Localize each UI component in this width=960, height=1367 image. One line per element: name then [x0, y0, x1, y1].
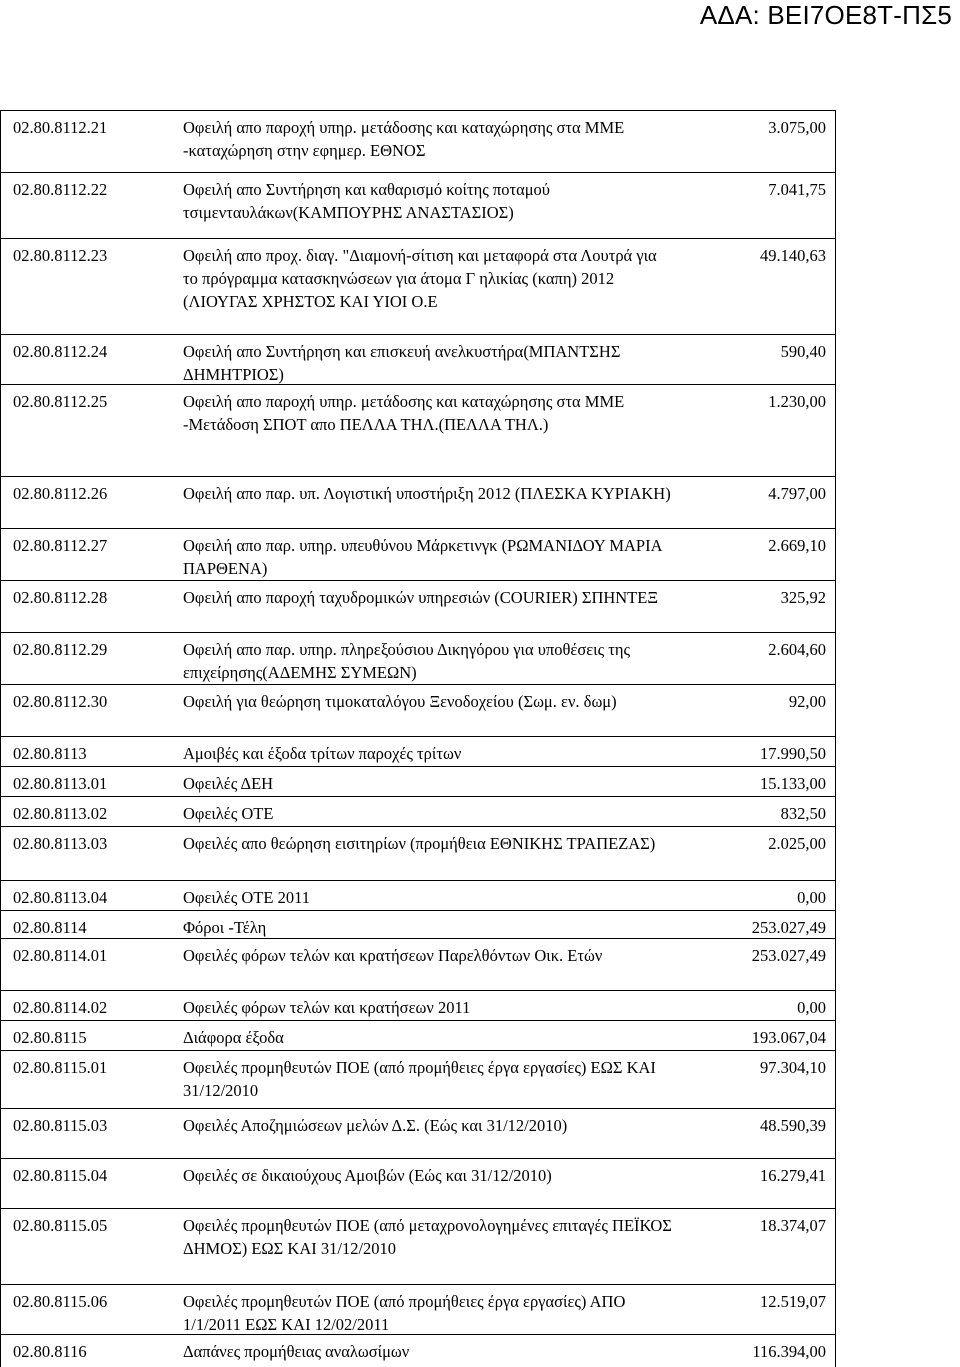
table-row — [1, 991, 835, 1021]
account-code: 02.80.8112.29 — [13, 640, 108, 659]
account-amount: 0,00 — [797, 888, 826, 907]
table-row — [1, 1021, 835, 1051]
account-amount: 2.025,00 — [768, 834, 826, 853]
account-amount: 18.374,07 — [760, 1216, 826, 1235]
account-amount: 15.133,00 — [760, 774, 826, 793]
table-row — [1, 1285, 835, 1335]
table-row — [1, 827, 835, 881]
account-description: Οφειλές απο θεώρηση εισιτηρίων (προμήθεια ΕΘΝΙΚΗΣ ΤΡΑΠΕΖΑΣ) — [183, 834, 656, 853]
account-code: 02.80.8114 — [13, 918, 87, 937]
account-code: 02.80.8112.30 — [13, 692, 108, 711]
account-code: 02.80.8112.28 — [13, 588, 108, 607]
account-description: Οφειλή απο προχ. διαγ. "Διαμονή-σίτιση και μεταφορά στα Λουτρά για το πρόγραμμα κατασκηνώσεων για άτομα Γ ηλικίας (καπη) 2012 (ΛΙΟΥΓΑΣ ΧΡΗΣΤΟΣ ΚΑΙ ΥΙΟΙ Ο.Ε — [183, 246, 657, 311]
account-amount: 7.041,75 — [768, 180, 826, 199]
account-code: 02.80.8115.06 — [13, 1292, 108, 1311]
account-code: 02.80.8112.25 — [13, 392, 108, 411]
ledger-table — [0, 110, 836, 1367]
account-code: 02.80.8116 — [13, 1342, 87, 1361]
table-row — [1, 1335, 835, 1367]
account-description: Φόροι -Τέλη — [183, 918, 267, 937]
account-description: Οφειλή απο παρ. υπ. Λογιστική υποστήριξη 2012 (ΠΛΕΣΚΑ ΚΥΡΙΑΚΗ) — [183, 484, 671, 503]
account-code: 02.80.8112.26 — [13, 484, 108, 503]
account-code: 02.80.8112.27 — [13, 536, 108, 555]
account-code: 02.80.8113.04 — [13, 888, 108, 907]
account-description: Οφειλές ΟΤΕ — [183, 804, 274, 823]
account-amount: 253.027,49 — [751, 946, 826, 965]
table-row — [1, 335, 835, 385]
table-row — [1, 911, 835, 939]
table-row — [1, 939, 835, 991]
account-description: Οφειλή απο Συντήρηση και επισκευή ανελκυστήρα(ΜΠΑΝΤΣΗΣ ΔΗΜΗΤΡΙΟΣ) — [183, 342, 621, 384]
account-description: Οφειλές φόρων τελών και κρατήσεων Παρελθόντων Οικ. Ετών — [183, 946, 603, 965]
account-amount: 2.669,10 — [768, 536, 826, 555]
account-code: 02.80.8112.23 — [13, 246, 108, 265]
account-code: 02.80.8113 — [13, 744, 87, 763]
account-description: Οφειλή απο παροχή υπηρ. μετάδοσης και καταχώρησης στα ΜΜΕ -Μετάδοση ΣΠΟΤ απο ΠΕΛΛΑ ΤΗΛ.(ΠΕΛΛΑ ΤΗΛ.) — [183, 392, 625, 434]
table-row — [1, 685, 835, 737]
account-code: 02.80.8112.22 — [13, 180, 108, 199]
account-code: 02.80.8113.01 — [13, 774, 108, 793]
account-code: 02.80.8114.02 — [13, 998, 108, 1017]
table-row — [1, 173, 835, 239]
table-row — [1, 477, 835, 529]
account-description: Οφειλές σε δικαιούχους Αμοιβών (Εώς και 31/12/2010) — [183, 1166, 552, 1185]
account-description: Οφειλές προμηθευτών ΠΟΕ (από προμήθειες έργα εργασίες) ΑΠΟ 1/1/2011 ΕΩΣ ΚΑΙ 12/02/2011 — [183, 1292, 626, 1334]
account-amount: 116.394,00 — [752, 1342, 826, 1361]
table-row — [1, 1051, 835, 1109]
account-code: 02.80.8113.02 — [13, 804, 108, 823]
account-description: Δαπάνες προμήθειας αναλωσίμων — [183, 1342, 410, 1361]
account-description: Οφειλές προμηθευτών ΠΟΕ (από μεταχρονολογημένες επιταγές ΠΕΪΚΟΣ ΔΗΜΟΣ) ΕΩΣ ΚΑΙ 31/12/2010 — [183, 1216, 672, 1258]
account-amount: 12.519,07 — [760, 1292, 826, 1311]
account-amount: 3.075,00 — [768, 118, 826, 137]
account-amount: 193.067,04 — [751, 1028, 826, 1047]
account-code: 02.80.8112.24 — [13, 342, 108, 361]
account-code: 02.80.8112.21 — [13, 118, 108, 137]
table-row — [1, 1159, 835, 1209]
account-amount: 2.604,60 — [768, 640, 826, 659]
account-amount: 0,00 — [797, 998, 826, 1017]
ada-header: ΑΔΑ: ΒΕΙ7ΟΕ8Τ-ΠΣ5 — [699, 0, 952, 30]
account-code: 02.80.8114.01 — [13, 946, 108, 965]
account-amount: 48.590,39 — [760, 1116, 826, 1135]
account-amount: 17.990,50 — [760, 744, 826, 763]
account-description: Οφειλή απο Συντήρηση και καθαρισμό κοίτης ποταμού τσιμενταυλάκων(ΚΑΜΠΟΥΡΗΣ ΑΝΑΣΤΑΣΙΟΣ) — [183, 180, 550, 222]
table-row — [1, 1209, 835, 1285]
account-description: Οφειλή απο παροχή υπηρ. μετάδοσης και καταχώρησης στα ΜΜΕ -καταχώρηση στην εφημερ. ΕΘΝΟΣ — [183, 118, 625, 160]
account-description: Οφειλή για θεώρηση τιμοκαταλόγου Ξενοδοχείου (Σωμ. εν. δωμ) — [183, 692, 617, 711]
table-row — [1, 385, 835, 477]
account-amount: 49.140,63 — [760, 246, 826, 265]
account-description: Οφειλές ΔΕΗ — [183, 774, 274, 793]
account-description: Οφειλές Αποζημιώσεων μελών Δ.Σ. (Εώς και 31/12/2010) — [183, 1116, 568, 1135]
account-code: 02.80.8115.04 — [13, 1166, 108, 1185]
account-description: Διάφορα έξοδα — [183, 1028, 284, 1047]
table-row — [1, 633, 835, 685]
account-amount: 4.797,00 — [768, 484, 826, 503]
table-row — [1, 1109, 835, 1159]
account-code: 02.80.8115.01 — [13, 1058, 108, 1077]
account-description: Οφειλές ΟΤΕ 2011 — [183, 888, 310, 907]
account-amount: 97.304,10 — [760, 1058, 826, 1077]
table-row — [1, 239, 835, 335]
account-description: Οφειλές φόρων τελών και κρατήσεων 2011 — [183, 998, 471, 1017]
table-row — [1, 767, 835, 797]
account-amount: 832,50 — [780, 804, 826, 823]
account-code: 02.80.8115.03 — [13, 1116, 108, 1135]
account-description: Οφειλές προμηθευτών ΠΟΕ (από προμήθειες έργα εργασίες) ΕΩΣ ΚΑΙ 31/12/2010 — [183, 1058, 656, 1100]
account-description: Αμοιβές και έξοδα τρίτων παροχές τρίτων — [183, 744, 462, 763]
account-code: 02.80.8113.03 — [13, 834, 108, 853]
table-row — [1, 529, 835, 581]
table-row — [1, 737, 835, 767]
account-amount: 325,92 — [780, 588, 826, 607]
account-amount: 253.027,49 — [751, 918, 826, 937]
account-code: 02.80.8115 — [13, 1028, 87, 1047]
account-amount: 16.279,41 — [760, 1166, 826, 1185]
account-description: Οφειλή απο παρ. υπηρ. υπευθύνου Μάρκετινγκ (ΡΩΜΑΝΙΔΟΥ ΜΑΡΙΑ ΠΑΡΘΕΝΑ) — [183, 536, 662, 578]
table-row — [1, 581, 835, 633]
table-row — [1, 111, 835, 173]
account-amount: 1.230,00 — [768, 392, 826, 411]
account-amount: 590,40 — [780, 342, 826, 361]
account-description: Οφειλή απο παροχή ταχυδρομικών υπηρεσιών (COURIER) ΣΠΗΝΤΕΞ — [183, 588, 658, 607]
table-row — [1, 797, 835, 827]
table-row — [1, 881, 835, 911]
account-amount: 92,00 — [788, 692, 826, 711]
account-description: Οφειλή απο παρ. υπηρ. πληρεξούσιου Δικηγόρου για υποθέσεις της επιχείρησης(ΑΔΕΜΗΣ ΣΥΜΕΩΝ) — [183, 640, 631, 682]
account-code: 02.80.8115.05 — [13, 1216, 108, 1235]
